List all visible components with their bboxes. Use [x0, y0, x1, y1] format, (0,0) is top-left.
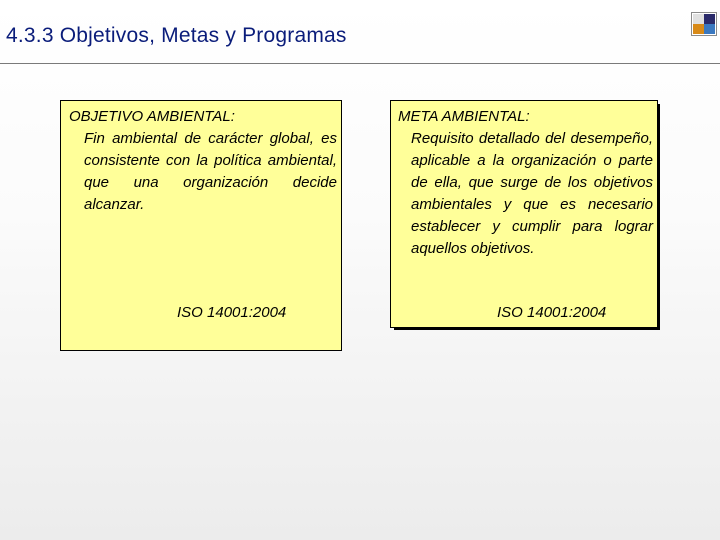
objective-definition-text: Fin ambiental de carácter global, es consistente con la política ambiental, que una organización decide alcanzar.	[84, 130, 337, 213]
slide-title: 4.3.3 Objetivos, Metas y Programas	[6, 24, 347, 47]
logo-square-blue	[704, 24, 715, 34]
target-definition-text: Requisito detallado del desempeño, aplicable a la organización o parte de ella, que surge de los objetivos ambientales y que es necesario establecer y cumplir para lograr aquellos objetivos.	[411, 130, 653, 257]
target-source: ISO 14001:2004	[497, 304, 607, 321]
logo-square-gray	[693, 14, 704, 24]
objective-term: OBJETIVO AMBIENTAL:	[69, 108, 235, 125]
title-divider	[0, 63, 720, 64]
corporate-logo-icon	[691, 12, 717, 36]
objective-definition-box	[60, 100, 342, 351]
objective-source: ISO 14001:2004	[177, 304, 287, 321]
target-term: META AMBIENTAL:	[398, 108, 530, 125]
target-definition-box	[390, 100, 658, 328]
objective-definition	[69, 106, 337, 216]
logo-square-orange	[693, 24, 704, 34]
target-definition	[398, 106, 653, 260]
logo-square-navy	[704, 14, 715, 24]
